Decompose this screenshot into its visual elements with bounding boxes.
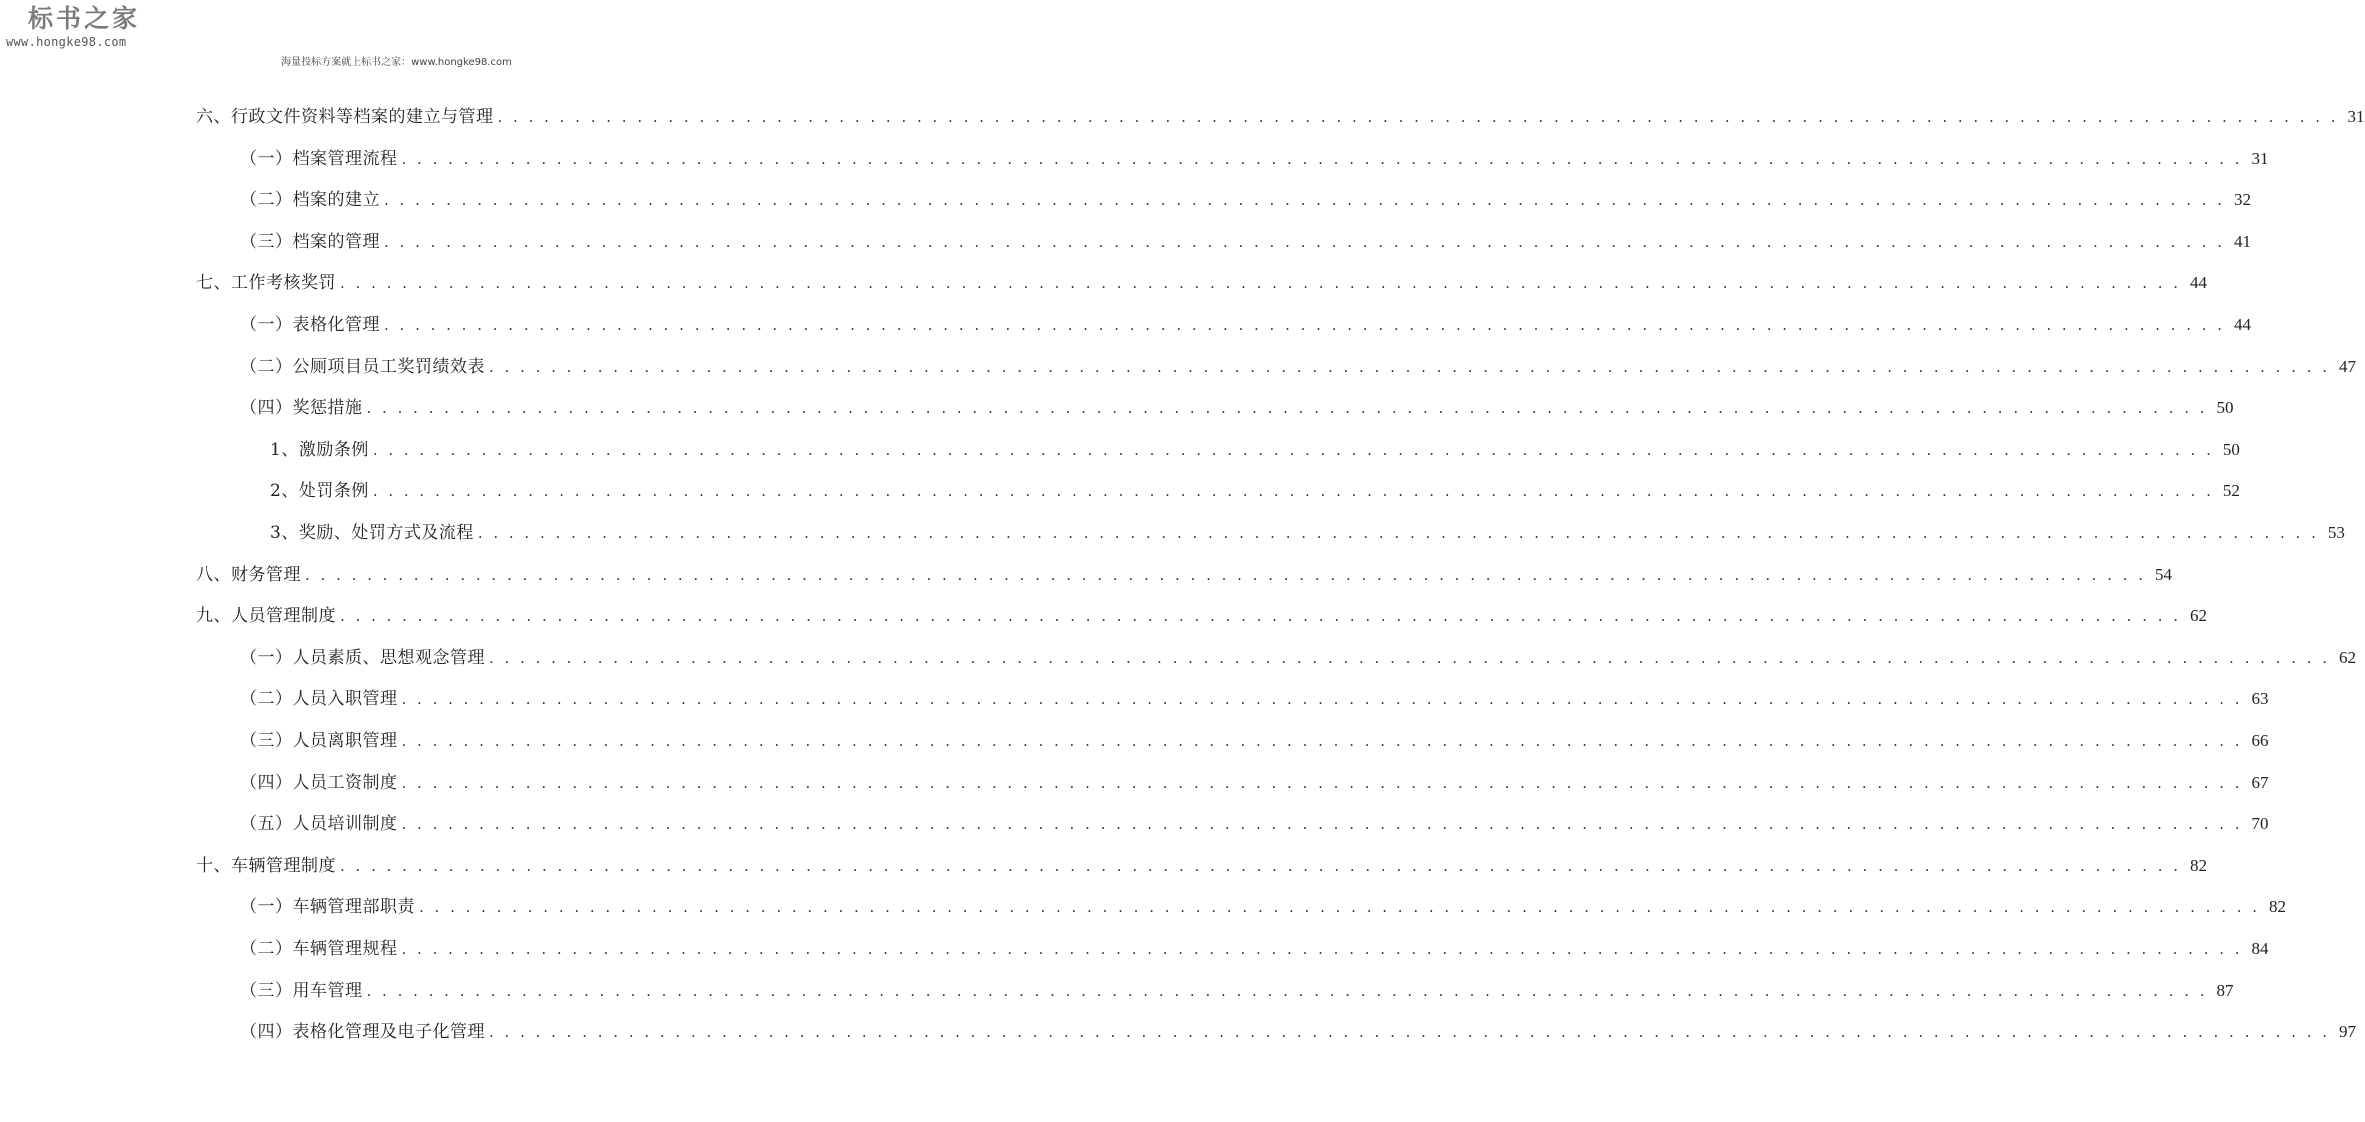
toc-page-number: 82 [2269,897,2287,917]
toc-page-number: 32 [2234,190,2252,210]
toc-page-number: 66 [2251,731,2269,750]
toc-page-number: 62 [2190,606,2208,626]
toc-page-number: 82 [2190,855,2208,875]
toc-page-number: 97 [2339,1022,2357,1042]
toc-dot-leader: . . . . . . . . . . . . . . . . . . . . . . . . . . . . . . . . . . . . . . . . . . . . . . . . . . . . . . . . . . . . . . . . . . . . . . . . . . . . . . . . . . . . . . . . . . . . . . . . . . . . . . . . . . . . . . . . . . . . . . . [401,732,2243,750]
toc-dot-leader: . . . . . . . . . . . . . . . . . . . . . . . . . . . . . . . . . . . . . . . . . . . . . . . . . . . . . . . . . . . . . . . . . . . . . . . . . . . . . . . . . . . . . . . . . . . . . . . . . . . . . . . . . . . . . . . . . . . . . . . [489,357,2331,376]
toc-entry-title: （一）表格化管理 [240,315,380,335]
toc-entry-title: （二）车辆管理规程 [240,939,398,959]
toc-page-number: 44 [2234,315,2252,334]
toc-page-number: 50 [2222,439,2240,459]
toc-entry[interactable] [240,1020,2357,1044]
toc-page-number: 67 [2251,772,2269,792]
toc-entry-title: （一）车辆管理部职责 [240,897,415,918]
toc-entry[interactable] [240,895,2287,919]
toc-dot-leader: . . . . . . . . . . . . . . . . . . . . . . . . . . . . . . . . . . . . . . . . . . . . . . . . . . . . . . . . . . . . . . . . . . . . . . . . . . . . . . . . . . . . . . . . . . . . . . . . . . . . . . . . . . . . . . . . . . . . . . . [366,399,2208,418]
toc-entry[interactable] [240,812,2269,836]
toc-entry-title: （一）人员素质、思想观念管理 [240,647,485,668]
toc-entry-title: （三）档案的管理 [240,231,380,252]
toc-entry-title: （二）公厕项目员工奖罚绩效表 [240,356,485,377]
toc-entry[interactable] [240,396,2234,420]
toc-dot-leader: . . . . . . . . . . . . . . . . . . . . . . . . . . . . . . . . . . . . . . . . . . . . . . . . . . . . . . . . . . . . . . . . . . . . . . . . . . . . . . . . . . . . . . . . . . . . . . . . . . . . . . . . . . . . . . . . . . . . . . . [419,898,2261,917]
toc-page-number: 87 [2216,980,2234,1000]
toc-entry-title: （四）奖惩措施 [240,398,363,419]
toc-entry-title: （四）表格化管理及电子化管理 [240,1022,485,1043]
toc-page-number: 62 [2339,647,2357,667]
toc-dot-leader: . . . . . . . . . . . . . . . . . . . . . . . . . . . . . . . . . . . . . . . . . . . . . . . . . . . . . . . . . . . . . . . . . . . . . . . . . . . . . . . . . . . . . . . . . . . . . . . . . . . . . . . . . . . . . . . . . . . . . . . [489,1023,2331,1042]
toc-entry-title: 1、激励条例 [270,439,369,460]
toc-dot-leader: . . . . . . . . . . . . . . . . . . . . . . . . . . . . . . . . . . . . . . . . . . . . . . . . . . . . . . . . . . . . . . . . . . . . . . . . . . . . . . . . . . . . . . . . . . . . . . . . . . . . . . . . . . . . . . . . . . . . . . . [384,191,2226,210]
toc-entry[interactable] [270,438,2240,462]
toc-entry[interactable] [196,105,2365,129]
toc-page-number: 41 [2234,231,2252,251]
logo-title: 标书之家 [28,4,141,33]
toc-entry-title: （二）人员入职管理 [240,689,398,710]
toc-entry[interactable] [240,729,2269,753]
toc-entry[interactable] [240,979,2234,1003]
toc-entry[interactable] [240,937,2269,961]
toc-entry-title: （三）人员离职管理 [240,731,398,751]
toc-dot-leader: . . . . . . . . . . . . . . . . . . . . . . . . . . . . . . . . . . . . . . . . . . . . . . . . . . . . . . . . . . . . . . . . . . . . . . . . . . . . . . . . . . . . . . . . . . . . . . . . . . . . . . . . . . . . . . . . . . . . . . . [384,316,2226,334]
toc-entry-title: 十、车辆管理制度 [196,855,336,876]
toc-dot-leader: . . . . . . . . . . . . . . . . . . . . . . . . . . . . . . . . . . . . . . . . . . . . . . . . . . . . . . . . . . . . . . . . . . . . . . . . . . . . . . . . . . . . . . . . . . . . . . . . . . . . . . . . . . . . . . . . . . . . . . . [384,232,2226,251]
toc-entry[interactable] [240,646,2357,670]
toc-page-number: 84 [2251,939,2269,958]
toc-dot-leader: . . . . . . . . . . . . . . . . . . . . . . . . . . . . . . . . . . . . . . . . . . . . . . . . . . . . . . . . . . . . . . . . . . . . . . . . . . . . . . . . . . . . . . . . . . . . . . . . . . . . . . . . . . . . . . . . . . . . . . . [489,648,2331,667]
toc-entry-title: （五）人员培训制度 [240,814,398,835]
toc-page-number: 31 [2251,148,2269,168]
toc-entry-title: 六、行政文件资料等档案的建立与管理 [196,107,494,127]
toc-entry[interactable] [240,355,2357,379]
toc-entry[interactable] [240,313,2252,337]
toc-page-number: 53 [2327,523,2345,542]
toc-entry-title: （四）人员工资制度 [240,772,398,793]
toc-entry[interactable] [240,188,2252,212]
toc-entry-title: 3、奖励、处罚方式及流程 [270,523,474,543]
toc-dot-leader: . . . . . . . . . . . . . . . . . . . . . . . . . . . . . . . . . . . . . . . . . . . . . . . . . . . . . . . . . . . . . . . . . . . . . . . . . . . . . . . . . . . . . . . . . . . . . . . . . . . . . . . . . . . . . . . . . . . . . . . [366,981,2208,1000]
toc-dot-leader: . . . . . . . . . . . . . . . . . . . . . . . . . . . . . . . . . . . . . . . . . . . . . . . . . . . . . . . . . . . . . . . . . . . . . . . . . . . . . . . . . . . . . . . . . . . . . . . . . . . . . . . . . . . . . . . . . . . . . . . [340,607,2182,626]
toc-entry-title: （一）档案管理流程 [240,148,398,169]
toc-dot-leader: . . . . . . . . . . . . . . . . . . . . . . . . . . . . . . . . . . . . . . . . . . . . . . . . . . . . . . . . . . . . . . . . . . . . . . . . . . . . . . . . . . . . . . . . . . . . . . . . . . . . . . . . . . . . . . . . . . . . . . . [340,274,2182,293]
toc-dot-leader: . . . . . . . . . . . . . . . . . . . . . . . . . . . . . . . . . . . . . . . . . . . . . . . . . . . . . . . . . . . . . . . . . . . . . . . . . . . . . . . . . . . . . . . . . . . . . . . . . . . . . . . . . . . . . . . . . . . . . . . [401,940,2243,958]
toc-page-number: 70 [2251,814,2269,834]
toc-entry[interactable] [240,771,2269,795]
toc-entry-title: 2、处罚条例 [270,481,369,502]
toc-entry[interactable] [270,479,2240,503]
toc-entry[interactable] [196,604,2208,628]
toc-page-number: 50 [2216,398,2234,418]
toc-page-number: 63 [2251,689,2269,709]
toc-dot-leader: . . . . . . . . . . . . . . . . . . . . . . . . . . . . . . . . . . . . . . . . . . . . . . . . . . . . . . . . . . . . . . . . . . . . . . . . . . . . . . . . . . . . . . . . . . . . . . . . . . . . . . . . . . . . . . . . . . . . . . . [372,482,2214,501]
toc-entry-title: （二）档案的建立 [240,190,380,211]
toc-dot-leader: . . . . . . . . . . . . . . . . . . . . . . . . . . . . . . . . . . . . . . . . . . . . . . . . . . . . . . . . . . . . . . . . . . . . . . . . . . . . . . . . . . . . . . . . . . . . . . . . . . . . . . . . . . . . . . . . . . . . . . . [401,815,2243,834]
toc-dot-leader: . . . . . . . . . . . . . . . . . . . . . . . . . . . . . . . . . . . . . . . . . . . . . . . . . . . . . . . . . . . . . . . . . . . . . . . . . . . . . . . . . . . . . . . . . . . . . . . . . . . . . . . . . . . . . . . . . . . . . . . [340,856,2182,875]
toc-dot-leader: . . . . . . . . . . . . . . . . . . . . . . . . . . . . . . . . . . . . . . . . . . . . . . . . . . . . . . . . . . . . . . . . . . . . . . . . . . . . . . . . . . . . . . . . . . . . . . . . . . . . . . . . . . . . . . . . . . . . . . . [401,690,2243,709]
toc-entry-title: 九、人员管理制度 [196,606,336,627]
header-note: 海量投标方案就上标书之家：www.hongke98.com [281,57,512,68]
toc-dot-leader: . . . . . . . . . . . . . . . . . . . . . . . . . . . . . . . . . . . . . . . . . . . . . . . . . . . . . . . . . . . . . . . . . . . . . . . . . . . . . . . . . . . . . . . . . . . . . . . . . . . . . . . . . . . . . . . . . . . . . . . [401,773,2243,792]
toc-dot-leader: . . . . . . . . . . . . . . . . . . . . . . . . . . . . . . . . . . . . . . . . . . . . . . . . . . . . . . . . . . . . . . . . . . . . . . . . . . . . . . . . . . . . . . . . . . . . . . . . . . . . . . . . . . . . . . . . . . . . . . . [401,149,2243,168]
toc-entry[interactable] [196,563,2173,587]
toc-entry[interactable] [240,147,2269,171]
toc-page-number: 52 [2222,481,2240,501]
toc-page-number: 44 [2190,273,2208,293]
toc-entry[interactable] [196,854,2208,878]
toc-page-number: 54 [2155,564,2173,584]
logo-url: www.hongke98.com [6,35,127,49]
toc-dot-leader: . . . . . . . . . . . . . . . . . . . . . . . . . . . . . . . . . . . . . . . . . . . . . . . . . . . . . . . . . . . . . . . . . . . . . . . . . . . . . . . . . . . . . . . . . . . . . . . . . . . . . . . . . . . . . . . . . . . . . . . [305,565,2147,584]
toc-dot-leader: . . . . . . . . . . . . . . . . . . . . . . . . . . . . . . . . . . . . . . . . . . . . . . . . . . . . . . . . . . . . . . . . . . . . . . . . . . . . . . . . . . . . . . . . . . . . . . . . . . . . . . . . . . . . . . . . . . . . . . . [497,108,2339,126]
toc-entry[interactable] [270,521,2345,545]
toc-dot-leader: . . . . . . . . . . . . . . . . . . . . . . . . . . . . . . . . . . . . . . . . . . . . . . . . . . . . . . . . . . . . . . . . . . . . . . . . . . . . . . . . . . . . . . . . . . . . . . . . . . . . . . . . . . . . . . . . . . . . . . . [477,524,2319,542]
toc-entry-title: 七、工作考核奖罚 [196,273,336,294]
toc-page-number: 31 [2347,107,2365,126]
toc-entry[interactable] [240,230,2252,254]
toc-page-number: 47 [2339,356,2357,376]
toc-entry[interactable] [196,271,2208,295]
toc-entry-title: （三）用车管理 [240,980,363,1001]
toc-dot-leader: . . . . . . . . . . . . . . . . . . . . . . . . . . . . . . . . . . . . . . . . . . . . . . . . . . . . . . . . . . . . . . . . . . . . . . . . . . . . . . . . . . . . . . . . . . . . . . . . . . . . . . . . . . . . . . . . . . . . . . . [372,440,2214,459]
toc-entry[interactable] [240,687,2269,711]
toc-entry-title: 八、财务管理 [196,564,301,585]
